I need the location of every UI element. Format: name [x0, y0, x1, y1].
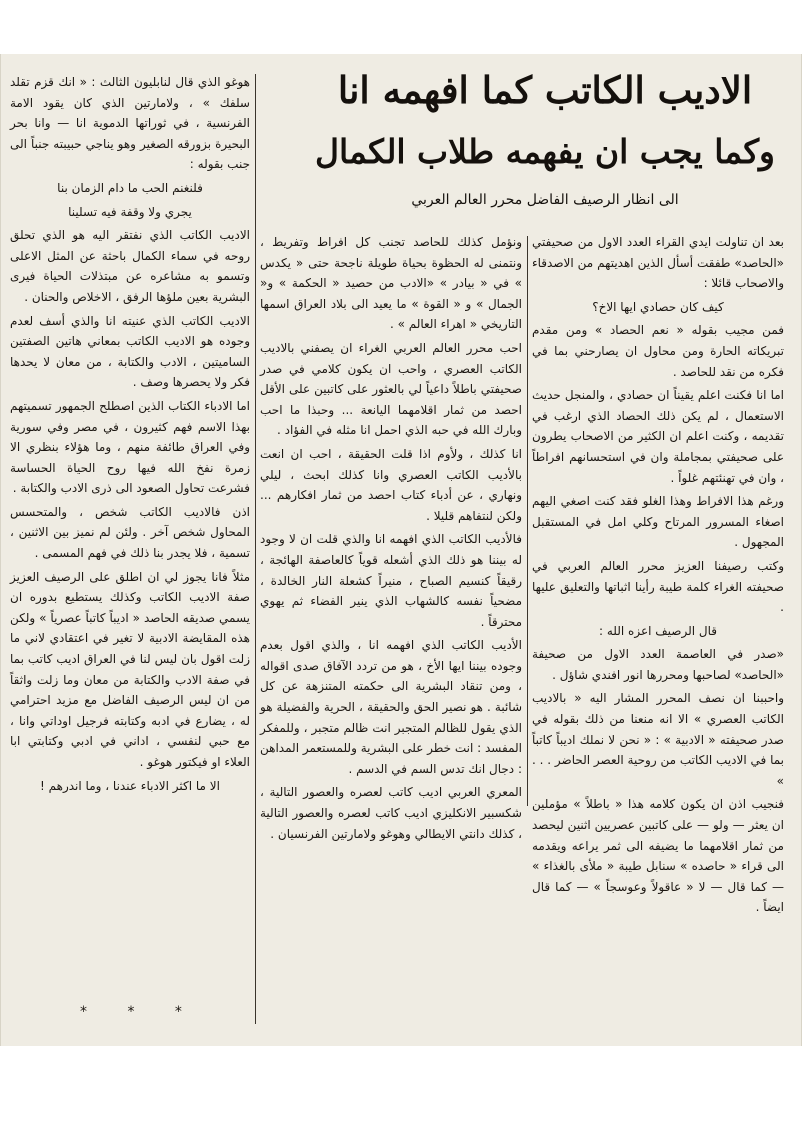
- article-subtitle: وكما يجب ان يفهمه طلاب الكمال: [315, 132, 775, 171]
- paragraph: الاديب الكاتب الذي نفتقر اليه هو الذي تحلق روحه في سماء الكمال باحثة عن المثل الاعلى وتسمو به مشاعره عن مبتذلات الحياة فيرى البشرية بعين ملؤها الرفق ، الاخلاص والحنان .: [10, 228, 250, 304]
- paragraph: بعد ان تناولت ايدي القراء العدد الاول من صحيفتي «الحاصد» طفقت أسأل الذين اهديتهم من الاصدقاء والاصحاب قائلا :: [532, 235, 784, 291]
- paragraph: انا كذلك ، ولأوم اذا قلت الحقيقة ، احب ان انعت بالأديب الكاتب العصري وانا كذلك ابحث ، ليلي ونهاري ، عن أدباء كتاب احصد من ثمار افكارهم ... ولكن لنتفاهم قليلا .: [260, 446, 522, 523]
- column-divider: [527, 236, 528, 806]
- paragraph: واحببنا ان نصف المحرر المشار اليه « بالاديب الكاتب العصري » الا انه منعنا من ذلك بقوله في صدر صحيفته « الادبية » : « نحن لا نملك اديباً كاتباً بما في الاديب الكاتب من روحية العصر الحاضر . . . »: [532, 691, 784, 788]
- paragraph: اما انا فكنت اعلم يقيناً ان حصادي ، والمنجل حديث الاستعمال ، لم يكن ذلك الحصاد الذي ارغب في تقديمه ، وكنت اعلم ان الكثير من الاصحاب يطرون على صحيفتي بمجاملة وان في استحسانهم افراطاً ، وان في تهنئتهم غلواً .: [532, 388, 784, 485]
- paragraph: احب محرر العالم العربي الغراء ان يصفني بالاديب الكاتب العصري ، واحب ان يكون كلامي في صدر صحيفتي باطلاً داعياً لي بالعثور على كاتبين على الأقل احصد من ثمار اقلامهما اليانعة ... وحبذا ما احب وبارك الله في حبه الذي احمل انا مثله في الفؤاد .: [260, 340, 522, 438]
- article-title: الاديب الكاتب كما افهمه انا: [337, 68, 753, 112]
- paragraph: ورغم هذا الافراط وهذا الغلو فقد كنت اصغي اليهم اصغاء المسرور المرتاح وكلي امل في المستقبل المجهول .: [532, 494, 784, 550]
- paragraph: اما الادباء الكتاب الذين اصطلح الجمهور تسميتهم بهذا الاسم فهم كثيرون ، في مصر وفي سورية وفي العراق طائفة منهم ، وما هؤلاء بنظري الا زمرة نفخ الله فيها روح الحياة الحساسة فشرعت تحاول الصعود الى ذرى الادب والكتابة .: [10, 398, 250, 496]
- article-byline: الى انظار الرصيف الفاضل محرر العالم العربي: [411, 192, 679, 208]
- verse-line-1: فلنغنم الحب ما دام الزمان بنا: [57, 180, 203, 195]
- article-column-right: [532, 232, 784, 915]
- paragraph: فمن مجيب بقوله « نعم الحصاد » ومن مقدم تبريكاته الحارة ومن محاول ان يصارحني بما في فكره من نقد للحاصد .: [532, 323, 784, 379]
- paragraph: الأديب الكاتب الذي افهمه انا ، والذي اقول بعدم وجوده بيننا ايها الأخ ، هو من تردد الآفاق صدى اقواله ، ومن تنقاد البشرية الى حكمته المتنزهة عن كل شائبة . هو نصير الحق والحقيقة ، الحرية والفضيلة هو الذي يقول للظالم المتجبر انت ظالم متجبر ، وللمفكر المفسد : انت خطر على البشرية وللمستعمر المداهن : دجال انك تدس السم في الدسم .: [260, 638, 522, 776]
- article-column-middle: [260, 232, 522, 841]
- paragraph: هوغو الذي قال لنابليون الثالث : « انك قزم تقلد سلفك » ، ولامارتين الذي كان يقود الامة الفرنسية ، في ثوراتها الدموية انا — وانا بحر البحيرة بزورقه الصغير وهو يناجي حبيبته جنباً الى جنب بقوله :: [10, 75, 250, 172]
- article-column-left: [10, 72, 250, 1038]
- paragraph: «صدر في العاصمة العدد الاول من صحيفة «الحاصد» لصاحبها ومحررها انور افندي شاؤل .: [532, 647, 784, 682]
- paragraph: اذن فالاديب الكاتب شخص ، والمتحسس المحاول شخص آخر . ولئن لم نميز بين الاثنين ، تسمية ، فلا يجدر بنا ذلك في فهم المسمى .: [10, 504, 250, 561]
- quote-line: قال الرصيف اعزه الله :: [598, 623, 718, 638]
- paragraph: وكتب رصيفنا العزيز محرر العالم العربي في صحيفته الغراء كلمة طيبة رأينا اثباتها والتعليق عليها .: [532, 558, 784, 615]
- section-separator-stars: * * *: [80, 1004, 200, 1020]
- paragraph: ونؤمل كذلك للحاصد تجنب كل افراط وتفريط ، ونتمنى له الحظوة بحياة طويلة ناجحة حتى « يكدس » في « بيادر » «الادب من حصيد « الحكمة » و« الجمال » و « القوة » ما يعيد الى بلاد العراق اسمها التاريخي « اهراء العالم » .: [260, 235, 522, 332]
- verse-line-2: يجري ولا وقفة فيه تسلينا: [68, 204, 192, 219]
- column-divider: [255, 74, 256, 1024]
- closing-line: الا ما اكثر الادباء عندنا ، وما اندرهم !: [40, 778, 220, 793]
- paragraph: المعري العربي اديب كاتب لعصره والعصور التالية ، شكسبير الانكليزي اديب كاتب لعصره والعصور التالية ، كذلك دانتي الايطالي وهوغو ولامارتين الفرنسيان .: [260, 785, 522, 841]
- paragraph: مثلاً فانا يجوز لي ان اطلق على الرصيف العزيز صفة الاديب الكاتب وكذلك يستطيع بدوره ان يسمي صديقه الحاصد « اديباً كاتباً عصرياً » ولكن هذه المقايضة الادبية لا تغير في اعتقادي لاني ما زلت اقول بان ليس لنا في العراق اديب كاتب بما في صفة الادب والكتابة من معان وما زلت واثقاً من ان ليس الرصيف الفاضل مع مزيد احترامي له ، يضارع في ادبه وكتابته فرجيل اوداتي وانا ، مع حبي لنفسي ، اداني في ادبي وكتابتي ابا العلاء او فيكتور هوغو .: [10, 569, 250, 769]
- paragraph: فنجيب اذن ان يكون كلامه هذا « باطلاً » مؤملين ان يعثر — ولو — على كاتبين عصريين اثنين ليحصد من ثمار اقلامهما ما يضيفه الى ثمر يراعه ويقدمه الى قراء « حاصده » سنابل طيبة « ملأى بالغذاء » — كما قال — لا « عاقولاً وعوسجاً » — كما قال ايضاً .: [532, 797, 784, 915]
- paragraph: فالأديب الكاتب الذي افهمه انا والذي قلت ان لا وجود له بيننا هو ذلك الذي أشعله قوياً كالعاصفة الهائجة ، رقيقاً كنسيم الصباح ، منيراً كشعلة النار الخالدة ، مضحياً نفسه كالشهاب الذي ينير الفضاء ثم يهوي محترقاً .: [260, 532, 522, 629]
- quote-line: كيف كان حصادي ايها الاخ؟: [592, 299, 724, 314]
- paragraph: الاديب الكاتب الذي عنيته انا والذي أسف لعدم وجوده هو الاديب الكاتب بمعاني هاتين الصفتين الساميتين ، الادب والكتابة ، من معان لا يحدها فكر ولا يحصرها وصف .: [10, 313, 250, 390]
